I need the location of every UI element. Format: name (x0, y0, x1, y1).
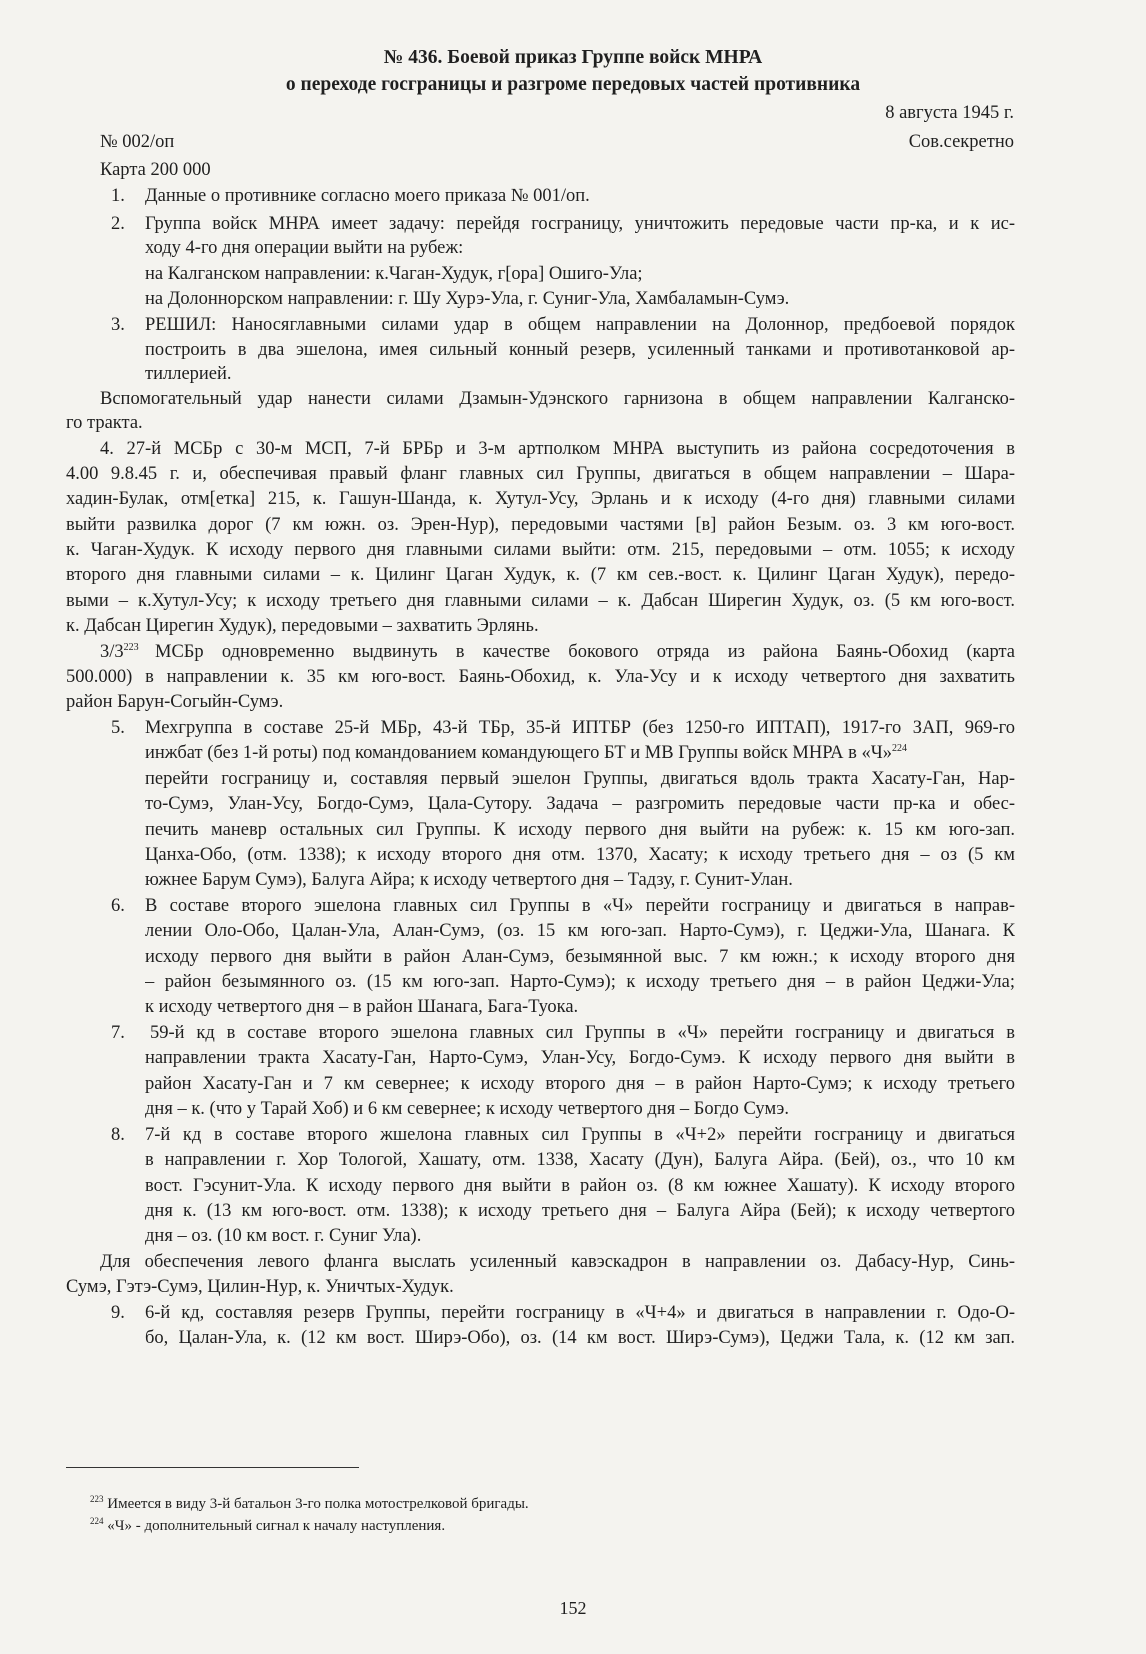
text-line: к. Дабсан Цирегин Худук), передовыми – захватить Эрлянь. (66, 616, 539, 636)
text-line: построить в два эшелона, имея сильный конный резерв, усиленный танками и противотанковой ар- (145, 340, 1015, 360)
item-number: 5. (111, 718, 125, 738)
text-line: вост. Гэсунит-Ула. К исходу первого дня выйти в район оз. (8 км южнее Хашату). К исходу второго (145, 1176, 1015, 1196)
text-line: 500.000) в направлении к. 35 км юго-вост. Баянь-Обохид, к. Ула-Усу и к исходу четвертого дня захватить (66, 667, 1015, 687)
text-line: Мехгруппа в составе 25-й МБр, 43-й ТБр, 35-й ИПТБР (без 1250-го ИПТАП), 1917-го ЗАП, 969-го (145, 718, 1015, 738)
text-line: выйти развилка дорог (7 км южн. оз. Эрен-Нур), передовыми частями [в] район Безым. оз. 3 км юго-вост. (66, 515, 1015, 535)
text-line: дня – оз. (10 км вост. г. Суниг Ула). (145, 1226, 422, 1246)
text-line: в направлении г. Хор Тологой, Хашату, отм. 1338, Хасату (Дун), Балуга Айра. (Бей), оз., что 10 км (145, 1150, 1015, 1170)
doc-date: 8 августа 1945 г. (885, 103, 1014, 123)
item-number: 2. (111, 214, 125, 234)
order-number: № 002/оп (100, 132, 175, 152)
item-number: 8. (111, 1125, 125, 1145)
doc-title-line1: № 436. Боевой приказ Группе войск МНРА (383, 47, 763, 68)
item-number: 3. (111, 315, 125, 335)
text-line: район Барун-Согыйн-Сумэ. (66, 692, 284, 712)
text-line: южнее Барум Сумэ), Балуга Айра; к исходу четвертого дня – Тадзу, г. Сунит-Улан. (145, 870, 793, 890)
text-line: район Хасату-Ган и 7 км севернее; к исходу второго дня – в район Нарто-Сумэ; к исходу третьего (145, 1074, 1015, 1094)
text-line: инжбат (без 1-й роты) под командованием командующего БТ и МВ Группы войск МНРА в «Ч»$^{224}$ (145, 743, 908, 763)
text-line: 4. 27-й МСБр с 30-м МСП, 7-й БРБр и 3-м артполком МНРА выступить из района сосредоточения в (100, 439, 1015, 459)
footnote-ref-223[interactable]: 223 (123, 642, 139, 653)
text-line: дня – к. (что у Тарай Хоб) и 6 км севернее; к исходу четвертого дня – Богдо Сумэ. (145, 1099, 789, 1119)
text-line: бо, Цалан-Ула, к. (12 км вост. Ширэ-Обо), оз. (14 км вост. Ширэ-Сумэ), Цеджи Тала, к. (12 км зап. (145, 1328, 1015, 1348)
item-number: 1. (111, 186, 125, 206)
classification: Сов.секретно (908, 132, 1014, 152)
text-line: на Долоннорском направлении: г. Шу Хурэ-Ула, г. Суниг-Ула, Хамбаламын-Сумэ. (145, 289, 790, 309)
text-line: Данные о противнике согласно моего приказа № 001/оп. (145, 186, 590, 206)
text-line: выми – к.Хутул-Усу; к исходу третьего дня главными силами – к. Дабсан Ширегин Худук, оз. (5 км юго-вост. (66, 591, 1015, 611)
text-line: перейти госграницу и, составляя первый эшелон Группы, двигаться вдоль тракта Хасату-Ган, Нар- (145, 769, 1015, 789)
footnote-223: $^{223}$ Имеется в виду 3-й батальон 3-го полка мотострелковой бригады. (90, 1494, 529, 1512)
text-line: второго дня главными силами – к. Цилинг Цаган Худук, к. (7 км сев.-вост. к. Цилинг Цаган Худук), передо- (66, 565, 1015, 585)
text-line: к исходу четвертого дня – в район Шанага, Бага-Туока. (145, 997, 579, 1017)
text-line: на Калганском направлении: к.Чаган-Худук, г[ора] Ошиго-Ула; (145, 264, 643, 284)
text-line: 59-й кд в составе второго эшелона главных сил Группы в «Ч» перейти госграницу и двигаться в (150, 1023, 1015, 1043)
text-line: исходу первого дня выйти в район Алан-Сумэ, безымянной выс. 7 км южн.; к исходу второго дня (145, 947, 1015, 967)
text-line: МСБр одновременно выдвинуть в качестве бокового отряда из района Баянь-Обохид (карта (155, 642, 1015, 662)
text-line: В составе второго эшелона главных сил Группы в «Ч» перейти госграницу и двигаться в направ- (145, 896, 1015, 916)
page-number: 152 (559, 1598, 587, 1618)
text-line: то-Сумэ, Улан-Усу, Богдо-Сумэ, Цала-Сутору. Задача – разгромить передовые части пр-ка и обес- (145, 794, 1015, 814)
footnote-ref-224[interactable]: 224 (892, 743, 908, 754)
text-line: 6-й кд, составляя резерв Группы, перейти госграницу в «Ч+4» и двигаться в направлении г. Одо-О- (145, 1303, 1015, 1323)
footnote-separator (66, 1467, 359, 1468)
text-line: ходу 4-го дня операции выйти на рубеж: (145, 238, 464, 258)
text-line-unit: 3/3$^{223}$ (100, 642, 139, 662)
text-line: Цанха-Обо, (отм. 1338); к исходу второго дня отм. 1370, Хасату; к исходу третьего дня – оз (5 км (145, 845, 1015, 865)
text-line: го тракта. (66, 413, 143, 433)
map-scale: Карта 200 000 (100, 160, 211, 180)
text-line: к. Чаган-Худук. К исходу первого дня главными силами выйти: отм. 215, передовыми – отм. 1055; к исходу (66, 540, 1015, 560)
item-number: 7. (111, 1023, 125, 1043)
text-line: 4.00 9.8.45 г. и, обеспечивая правый фланг главных сил Группы, двигаться в общем направлении – Шара- (66, 464, 1015, 484)
text-line: Группа войск МНРА имеет задачу: перейдя госграницу, уничтожить передовые части пр-ка, и к ис- (145, 214, 1015, 234)
text-line: Вспомогательный удар нанести силами Дзамын-Удэнского гарнизона в общем направлении Калганско- (100, 389, 1015, 409)
text-line: РЕШИЛ: Наносяглавными силами удар в общем направлении на Долоннор, предбоевой порядок (145, 315, 1015, 335)
item-number: 6. (111, 896, 125, 916)
text-line: – район безымянного оз. (15 км юго-зап. Нарто-Сумэ); к исходу третьего дня – в район Цеджи-Ула; (145, 972, 1015, 992)
footnote-224: $^{224}$ «Ч» - дополнительный сигнал к началу наступления. (90, 1516, 446, 1534)
text-line: Сумэ, Гэтэ-Сумэ, Цилин-Нур, к. Уничтых-Худук. (66, 1277, 454, 1297)
doc-title-line2: о переходе госграницы и разгроме передовых частей противника (285, 74, 861, 95)
text-line: тиллерией. (145, 364, 232, 384)
text-line: печить маневр остальных сил Группы. К исходу первого дня выйти на рубеж: к. 15 км юго-зап. (145, 820, 1015, 840)
text-line: дня к. (13 км юго-вост. отм. 1338); к исходу третьего дня – Балуга Айра (Бей); к исходу четвертого (145, 1201, 1015, 1221)
text-line: хадин-Булак, отм[етка] 215, к. Гашун-Шанда, к. Хутул-Усу, Эрлань и к исходу (4-го дня) главными силами (66, 489, 1015, 509)
item-number: 9. (111, 1303, 125, 1323)
text-line: 7-й кд в составе второго жшелона главных сил Группы в «Ч+2» перейти госграницу и двигаться (145, 1125, 1015, 1145)
text-line: направлении тракта Хасату-Ган, Нарто-Сумэ, Улан-Усу, Богдо-Сумэ. К исходу первого дня выйти в (145, 1048, 1015, 1068)
text-line: лении Оло-Обо, Цалан-Ула, Алан-Сумэ, (оз. 15 км юго-зап. Нарто-Сумэ), г. Цеджи-Ула, Шанага. К (145, 921, 1015, 941)
text-line: Для обеспечения левого фланга выслать усиленный кавэскадрон в направлении оз. Дабасу-Нур, Синь- (100, 1252, 1015, 1272)
